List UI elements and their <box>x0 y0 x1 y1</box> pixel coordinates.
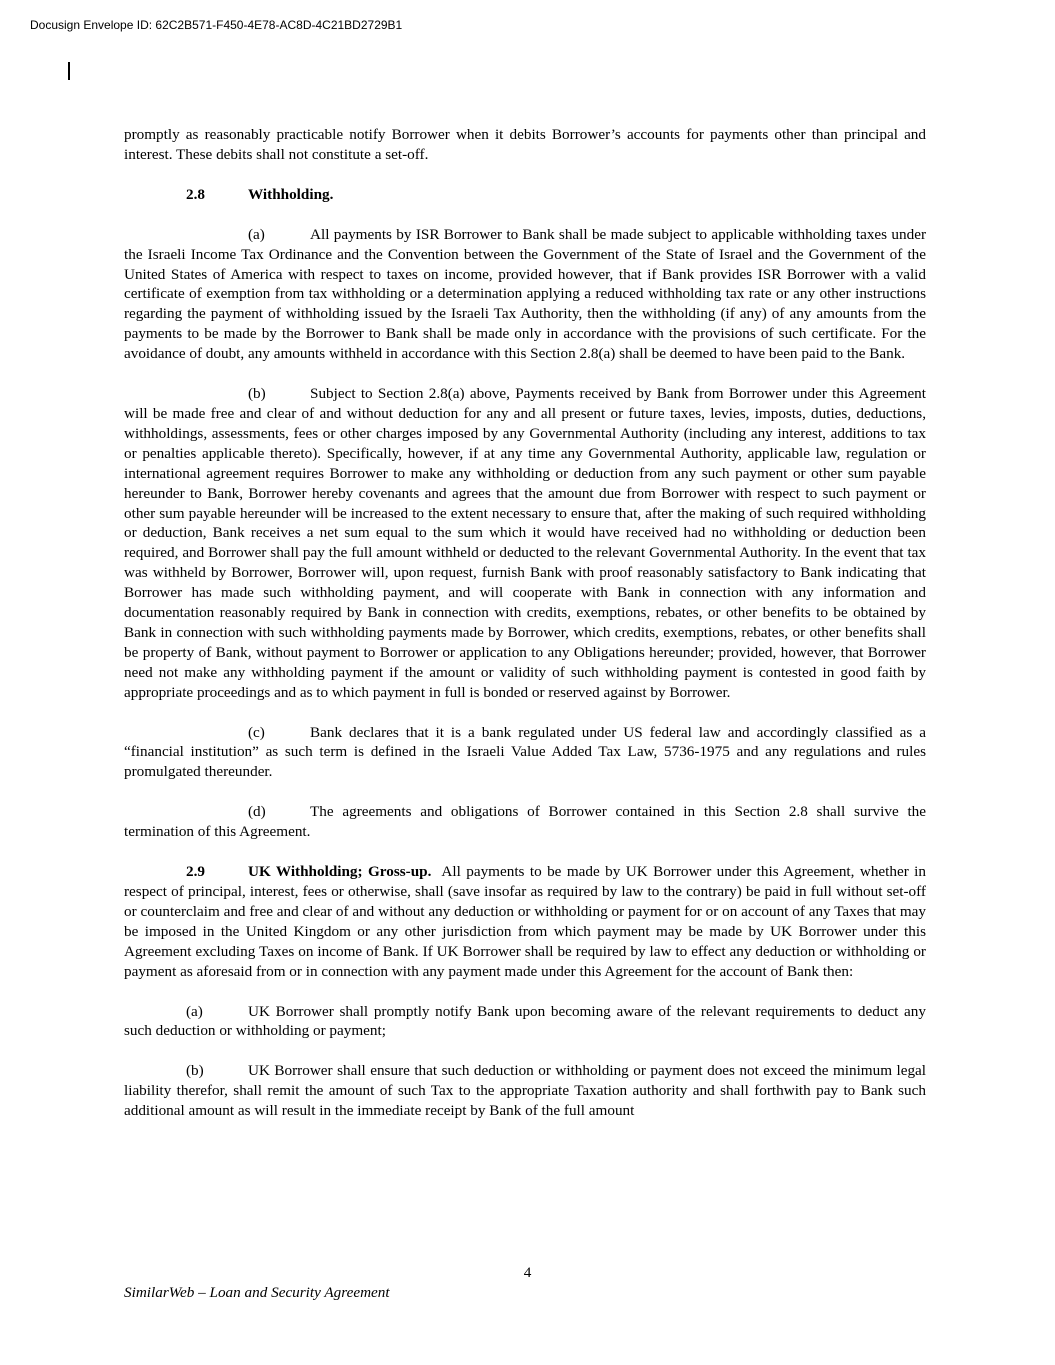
clause-text: Subject to Section 2.8(a) above, Payments received by Bank from Borrower under this Agreement will be made free and clear of and without deduction for any and all present or future taxes, levies, imposts, duties, deductions, withholdings, assessments, fees or other charges imposed by any Governmental Authority (including any interest, additions to tax or penalties applicable thereto). Specifically, however, if at any time any Governmental Authority, applicable law, regulation or international agreement requires Borrower to make any withholding or deduction from any such payment or other sum payable hereunder to Bank, Borrower hereby covenants and agrees that the amount due from Borrower with respect to such payment or other sum payable hereunder will be increased to the extent necessary to ensure that, after the making of such required withholding or deduction, Bank receives a net sum equal to the sum which it would have received had no withholding or deduction been required, and Borrower shall pay the full amount withheld or deducted to the relevant Governmental Authority. In the event that tax was withheld by Borrower, Borrower will, upon request, furnish Bank with proof reasonably satisfactory to Bank indicating that Borrower has made such withholding payment, and will cooperate with Bank in connection with any information and documentation reasonably required by Bank in connection with credits, exemptions, rebates, or other benefits to be obtained by Bank in connection with such withholding payments made by Borrower, which credits, exemptions, rebates, or other benefits shall be property of Bank, without payment to Borrower or application to any Obligations hereunder; provided, however, that Borrower need not make any withholding payment if the amount or validity of such withholding payment is contested in good faith by appropriate proceedings and as to which payment in full is bonded or reserved against by Borrower. <box>124 385 926 701</box>
paragraph-2-9 <box>124 862 926 981</box>
section-2-8-heading <box>124 185 926 205</box>
clause-label: (b) <box>248 385 266 403</box>
document-body <box>124 125 926 1141</box>
paragraph-2-8-a <box>124 225 926 364</box>
docusign-envelope-id: Docusign Envelope ID: 62C2B571-F450-4E78-AC8D-4C21BD2729B1 <box>30 18 403 32</box>
section-number: 2.9 <box>186 863 205 881</box>
text-cursor-mark <box>68 62 70 80</box>
section-title: UK Withholding; Gross-up. <box>248 863 432 881</box>
section-number: 2.8 <box>186 185 205 203</box>
page-number: 4 <box>523 1264 532 1281</box>
paragraph-2-8-d <box>124 802 926 842</box>
clause-label: (a) <box>248 225 265 243</box>
clause-label: (d) <box>248 803 266 821</box>
clause-label: (a) <box>186 1002 203 1020</box>
paragraph-intro: promptly as reasonably practicable notify Borrower when it debits Borrower’s accounts for payments other than principal and interest. These debits shall not constitute a set-off. <box>124 126 926 163</box>
clause-text: UK Borrower shall promptly notify Bank upon becoming aware of the relevant requirements to deduct any such deduction or withholding or payment; <box>124 1002 926 1040</box>
paragraph-2-9-a <box>124 1002 926 1042</box>
clause-text: The agreements and obligations of Borrower contained in this Section 2.8 shall survive the termination of this Agreement. <box>124 803 926 841</box>
clause-text: Bank declares that it is a bank regulated under US federal law and accordingly classified as a “financial institution” as such term is defined in the Israeli Value Added Tax Law, 5736-1975 and any regulations and rules promulgated thereunder. <box>124 723 926 781</box>
paragraph-2-9-b <box>124 1061 926 1121</box>
clause-label: (b) <box>186 1062 204 1080</box>
clause-text: UK Borrower shall ensure that such deduction or withholding or payment does not exceed the minimum legal liability therefor, shall remit the amount of such Tax to the appropriate Taxation authority and shall forthwith pay to Bank such additional amount as will result in the immediate receipt by Bank of the full amount <box>124 1062 926 1120</box>
paragraph-2-8-c <box>124 723 926 783</box>
section-text: All payments to be made by UK Borrower under this Agreement, whether in respect of principal, interest, fees or otherwise, shall (save insofar as required by law to the contrary) be paid in full without set-off or counterclaim and free and clear of and without any deduction or withholding or payment for or on account of any Taxes that may be imposed in the United Kingdom or any other jurisdiction from which payment may be made by UK Borrower under this Agreement excluding Taxes on income of Bank. If UK Borrower shall be required by law to effect any deduction or withholding or payment as aforesaid from or in connection with any payment made under this Agreement for the account of Bank then: <box>124 863 926 980</box>
paragraph-2-8-b <box>124 384 926 703</box>
section-title: Withholding. <box>248 185 334 203</box>
footer-title: SimilarWeb – Loan and Security Agreement <box>124 1284 390 1301</box>
clause-label: (c) <box>248 723 265 741</box>
clause-text: All payments by ISR Borrower to Bank shall be made subject to applicable withholding taxes under the Israeli Income Tax Ordinance and the Convention between the Government of the State of Israel and the Government of the United States of America with respect to taxes on income, provided however, that if Bank provides ISR Borrower with a valid certificate of exemption from tax withholding or a determination applying a reduced withholding tax rate or any other instructions regarding the payment of withholding issued by the Israeli Tax Authority, then the withholding (if any) of any amounts from the payments to be made by the Borrower to Bank shall be made only in accordance with the provisions of such certificate. For the avoidance of doubt, any amounts withheld in accordance with this Section 2.8(a) shall be deemed to have been paid to the Bank. <box>124 225 926 363</box>
